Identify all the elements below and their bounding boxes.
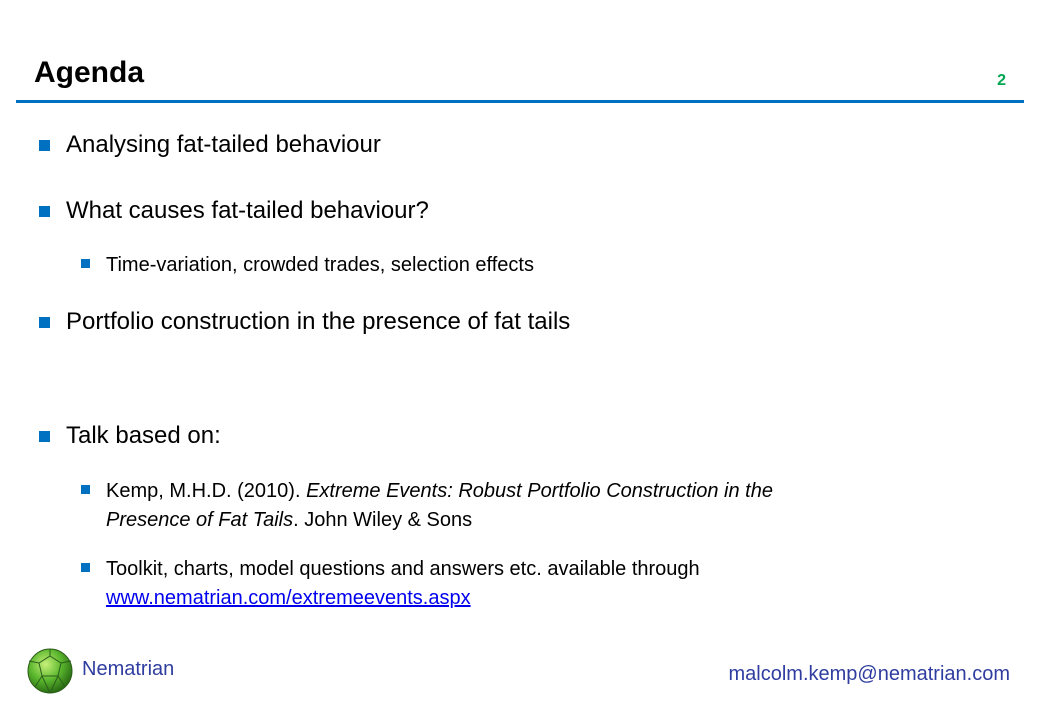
reference-author: Kemp, M.H.D. (2010). (106, 480, 307, 502)
reference-publisher: . John Wiley & Sons (293, 509, 473, 531)
bullet-item (66, 130, 381, 160)
toolkit-line: Toolkit, charts, model questions and answers etc. available through (106, 558, 700, 580)
bullet-text: Analysing fat-tailed behaviour (66, 131, 381, 158)
square-bullet-icon (39, 140, 50, 151)
bullet-item (66, 196, 429, 226)
title-divider (16, 100, 1024, 103)
square-bullet-icon (81, 485, 90, 494)
square-bullet-icon (81, 563, 90, 572)
reference-text (106, 477, 773, 535)
toolkit-item (106, 555, 700, 613)
bullet-text: Portfolio construction in the presence of fat tails (66, 308, 571, 335)
bullet-item (66, 421, 221, 451)
reference-item (106, 477, 773, 535)
reference-book-title: Extreme Events: Robust Portfolio Construction in the (306, 480, 773, 502)
bullet-text: Talk based on: (66, 422, 221, 449)
toolkit-text (106, 555, 700, 613)
logo-wordmark: Nematrian (82, 658, 175, 680)
sub-bullet-item (106, 251, 534, 280)
page-number: 2 (997, 72, 1006, 89)
bullet-item (66, 307, 570, 337)
sub-bullet-text: Time-variation, crowded trades, selection effects (106, 254, 534, 276)
footer-email[interactable]: malcolm.kemp@nematrian.com (728, 663, 1010, 685)
reference-book-title-cont: Presence of Fat Tails (106, 509, 294, 531)
slide-title: Agenda (34, 56, 145, 89)
square-bullet-icon (39, 317, 50, 328)
square-bullet-icon (39, 206, 50, 217)
square-bullet-icon (81, 259, 90, 268)
square-bullet-icon (39, 431, 50, 442)
bullet-text: What causes fat-tailed behaviour? (66, 197, 429, 224)
nematrian-logo-icon (26, 647, 74, 695)
extreme-events-link[interactable]: www.nematrian.com/extremeevents.aspx (106, 587, 471, 609)
